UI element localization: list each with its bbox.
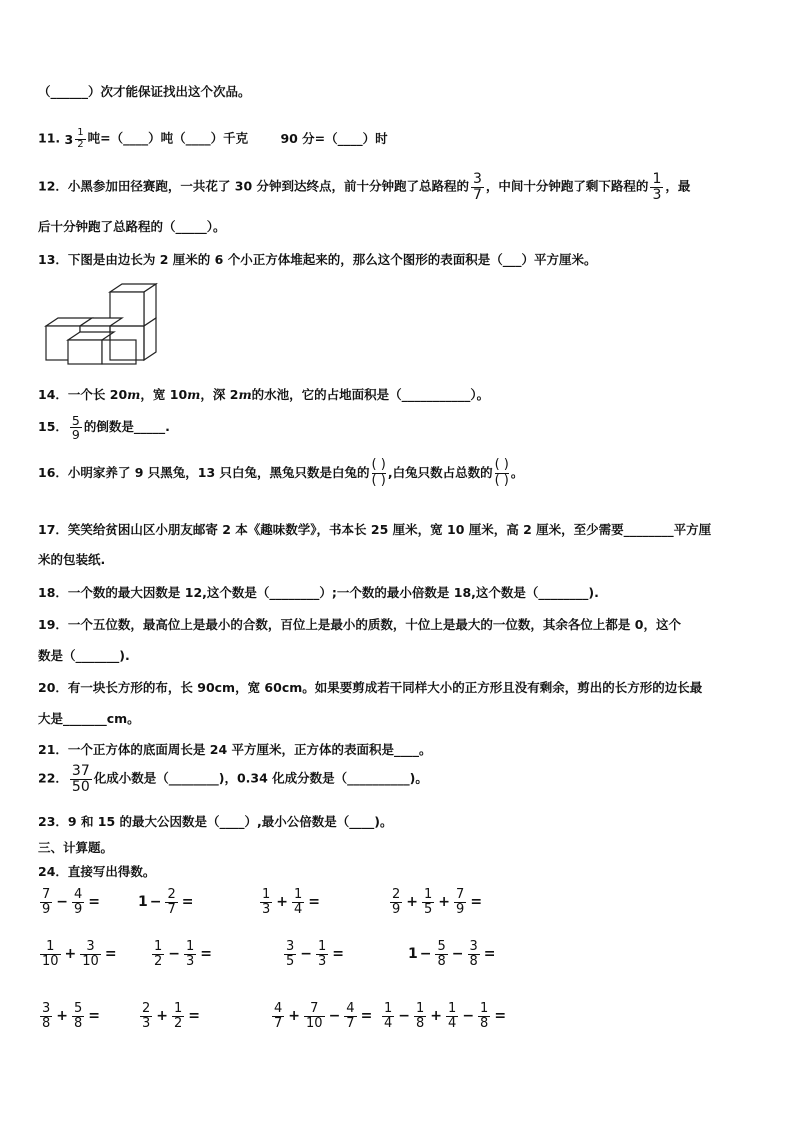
numerator: 1 (262, 887, 271, 902)
fraction (165, 888, 177, 916)
calc-item (258, 888, 322, 916)
unit: m (187, 387, 201, 402)
equals-sign: = (360, 1008, 373, 1025)
numerator: 1 (186, 939, 195, 954)
numerator: 2 (392, 887, 401, 902)
fraction (260, 888, 272, 916)
blank-denominator: ( ) (494, 472, 509, 488)
denominator: 9 (42, 901, 51, 917)
question-22 (38, 764, 428, 794)
denominator: 5 (424, 901, 433, 917)
question-16 (38, 458, 523, 489)
denominator: 2 (77, 138, 84, 150)
numerator: 7 (456, 887, 465, 902)
calc-item (388, 888, 484, 916)
question-12-line2: 后十分钟跑了总路程的（_____）。 (38, 219, 226, 234)
fraction (40, 888, 52, 916)
operator: − (451, 946, 464, 963)
question-19-line1: 19．一个五位数，最高位上是最小的合数，百位上是最小的质数，十位上是最大的一位数，其余各位上都是 0，这个 (38, 617, 681, 632)
question-11-part2: 90 分=（____）时 (280, 130, 388, 146)
equals-sign: = (332, 946, 345, 963)
equals-sign: = (494, 1008, 507, 1025)
denominator: 10 (306, 1015, 323, 1031)
question-14-text-a: 14．一个长 20 (38, 387, 128, 402)
question-number: 15． (38, 419, 68, 435)
operator: + (288, 1008, 301, 1025)
denominator: 3 (186, 953, 195, 969)
fraction (292, 888, 304, 916)
denominator: 10 (82, 953, 99, 969)
operator: + (56, 1008, 69, 1025)
question-16-text-b: ,白兔只数占总数的 (387, 464, 493, 480)
question-14-text-d: 的水池，它的占地面积是（___________）。 (251, 387, 490, 402)
question-21: 21．一个正方体的底面周长是 24 平方厘米，正方体的表面积是____。 (38, 742, 432, 757)
equals-sign: = (88, 894, 101, 911)
question-20-line2: 大是_______cm。 (38, 711, 140, 726)
fraction (435, 940, 447, 968)
denominator: 8 (416, 1015, 425, 1031)
numerator: 3 (473, 171, 482, 187)
equals-sign: = (308, 894, 321, 911)
operator: − (328, 1008, 341, 1025)
question-24: 24．直接写出得数。 (38, 864, 156, 879)
numerator: 4 (346, 1001, 355, 1016)
denominator: 7 (473, 186, 482, 203)
denominator: 7 (167, 901, 176, 917)
question-12-line1 (38, 172, 690, 202)
fraction (422, 888, 434, 916)
equals-sign: = (188, 1008, 201, 1025)
operator: + (438, 894, 451, 911)
denominator: 2 (174, 1015, 183, 1031)
question-23: 23．9 和 15 的最大公因数是（____）,最小公倍数是（____)。 (38, 814, 393, 829)
denominator: 2 (154, 953, 163, 969)
question-14-text-c: ，深 2 (200, 387, 239, 402)
question-16-text-c: 。 (510, 464, 524, 480)
numerator: 1 (318, 939, 327, 954)
question-19-line2: 数是（_______). (38, 648, 130, 663)
denominator: 3 (262, 901, 271, 917)
denominator: 8 (42, 1015, 51, 1031)
stacked-cubes-figure (40, 280, 170, 370)
operator: − (419, 946, 432, 963)
operator: + (406, 894, 419, 911)
question-12-text-a: 12．小黑参加田径赛跑，一共花了 30 分钟到达终点，前十分钟跑了总路程的 (38, 178, 469, 194)
numerator: 1 (154, 939, 163, 954)
question-number: 11. (38, 130, 61, 146)
question-18: 18．一个数的最大因数是 12,这个数是（________）;一个数的最小倍数是 18,这个数是（________). (38, 585, 599, 600)
calc-item (282, 940, 346, 968)
denominator: 3 (652, 186, 662, 203)
numerator: 1 (46, 939, 55, 954)
fraction (468, 940, 480, 968)
blank-fraction (372, 458, 386, 489)
numerator: 37 (71, 763, 90, 779)
fraction (140, 1002, 152, 1030)
numerator: 7 (42, 887, 51, 902)
question-15 (38, 414, 170, 441)
question-14-text-b: ，宽 10 (140, 387, 188, 402)
denominator: 7 (346, 1015, 355, 1031)
numerator: 1 (652, 171, 662, 187)
fraction (72, 888, 84, 916)
fraction (344, 1002, 356, 1030)
denominator: 3 (142, 1015, 151, 1031)
operator: + (156, 1008, 169, 1025)
fraction (382, 1002, 394, 1030)
numerator: 1 (448, 1001, 457, 1016)
fraction (70, 414, 82, 441)
denominator: 8 (480, 1015, 489, 1031)
fraction (70, 764, 92, 794)
unit: m (127, 387, 141, 402)
section-heading: 三、计算题。 (38, 840, 114, 855)
numerator: 3 (469, 939, 478, 954)
denominator: 9 (392, 901, 401, 917)
unit: m (238, 387, 252, 402)
denominator: 9 (456, 901, 465, 917)
fraction (304, 1002, 325, 1030)
fraction (650, 172, 663, 202)
numerator: 1 (416, 1001, 425, 1016)
denominator: 3 (318, 953, 327, 969)
question-16-text-a: 16．小明家养了 9 只黑兔，13 只白兔，黑兔只数是白兔的 (38, 464, 370, 480)
numerator: 2 (167, 887, 176, 902)
equals-sign: = (104, 946, 117, 963)
calc-item (38, 1002, 102, 1030)
denominator: 4 (384, 1015, 393, 1031)
calc-item (408, 940, 498, 968)
operator: + (430, 1008, 443, 1025)
question-15-text: 的倒数是_____. (83, 419, 170, 435)
fraction (446, 1002, 458, 1030)
calc-item (38, 940, 119, 968)
denominator: 4 (294, 901, 303, 917)
blank-denominator: ( ) (371, 472, 386, 488)
numerator: 1 (424, 887, 433, 902)
fraction (172, 1002, 184, 1030)
calc-item (38, 888, 102, 916)
question-number: 22． (38, 770, 68, 786)
mixed-number (65, 128, 88, 150)
numerator: 2 (142, 1001, 151, 1016)
numerator: 1 (384, 1001, 393, 1016)
question-20-line1: 20．有一块长方形的布，长 90cm，宽 60cm。如果要剪成若干同样大小的正方形且没有剩余，剪出的长方形的边长最 (38, 680, 703, 695)
numerator: 4 (274, 1001, 283, 1016)
calc-item (138, 1002, 202, 1030)
fraction (414, 1002, 426, 1030)
whole-number: 1 (408, 946, 418, 963)
operator: − (462, 1008, 475, 1025)
denominator: 10 (42, 953, 59, 969)
question-22-text: 化成小数是（________)，0.34 化成分数是（__________)。 (93, 770, 428, 786)
operator: − (149, 894, 162, 911)
fraction (316, 940, 328, 968)
numerator: 3 (86, 939, 95, 954)
denominator: 7 (274, 1015, 283, 1031)
numerator: 3 (286, 939, 295, 954)
question-13: 13．下图是由边长为 2 厘米的 6 个小正方体堆起来的，那么这个图形的表面积是（___）平方厘米。 (38, 252, 597, 267)
blank-numerator: ( ) (494, 457, 509, 472)
question-17-line1: 17．笑笑给贫困山区小朋友邮寄 2 本《趣味数学》，书本长 25 厘米，宽 10 厘米，高 2 厘米，至少需要________平方厘 (38, 522, 712, 537)
whole-number: 1 (138, 894, 148, 911)
fraction (272, 1002, 284, 1030)
denominator: 8 (74, 1015, 83, 1031)
numerator: 5 (71, 413, 80, 428)
question-14 (38, 385, 489, 403)
denominator: 9 (71, 427, 80, 443)
question-12-text-c: ，最 (665, 178, 691, 194)
operator: − (168, 946, 181, 963)
numerator: 7 (310, 1001, 319, 1016)
equals-sign: = (483, 946, 496, 963)
denominator: 8 (469, 953, 478, 969)
numerator: 5 (74, 1001, 83, 1016)
question-11-part1: 吨=（____）吨（____）千克 (87, 130, 249, 146)
denominator: 4 (448, 1015, 457, 1031)
numerator: 1 (294, 887, 303, 902)
denominator: 5 (286, 953, 295, 969)
fraction (454, 888, 466, 916)
blank-numerator: ( ) (371, 457, 386, 472)
mixed-whole: 3 (64, 131, 74, 147)
calc-item (150, 940, 214, 968)
numerator: 5 (437, 939, 446, 954)
fraction (471, 172, 484, 202)
fraction (40, 940, 61, 968)
calc-item (138, 888, 196, 916)
calc-item (380, 1002, 508, 1030)
fraction (40, 1002, 52, 1030)
calc-item (270, 1002, 374, 1030)
denominator: 8 (437, 953, 446, 969)
operator: + (64, 946, 77, 963)
numerator: 1 (480, 1001, 489, 1016)
question-12-text-b: ，中间十分钟跑了剩下路程的 (485, 178, 649, 194)
operator: − (398, 1008, 411, 1025)
fraction (184, 940, 196, 968)
equals-sign: = (88, 1008, 101, 1025)
question-10-continuation: （______）次才能保证找出这个次品。 (38, 84, 251, 99)
fraction (284, 940, 296, 968)
numerator: 1 (174, 1001, 183, 1016)
question-11 (38, 128, 388, 150)
numerator: 4 (74, 887, 83, 902)
denominator: 50 (71, 778, 90, 795)
numerator: 3 (42, 1001, 51, 1016)
denominator: 9 (74, 901, 83, 917)
fraction (75, 128, 85, 150)
blank-fraction (495, 458, 509, 489)
equals-sign: = (470, 894, 483, 911)
fraction (80, 940, 101, 968)
fraction (478, 1002, 490, 1030)
numerator: 1 (77, 127, 84, 138)
fraction (72, 1002, 84, 1030)
operator: − (300, 946, 313, 963)
question-17-line2: 米的包装纸. (38, 552, 106, 567)
operator: − (56, 894, 69, 911)
equals-sign: = (181, 894, 194, 911)
equals-sign: = (200, 946, 213, 963)
operator: + (276, 894, 289, 911)
fraction (390, 888, 402, 916)
fraction (152, 940, 164, 968)
